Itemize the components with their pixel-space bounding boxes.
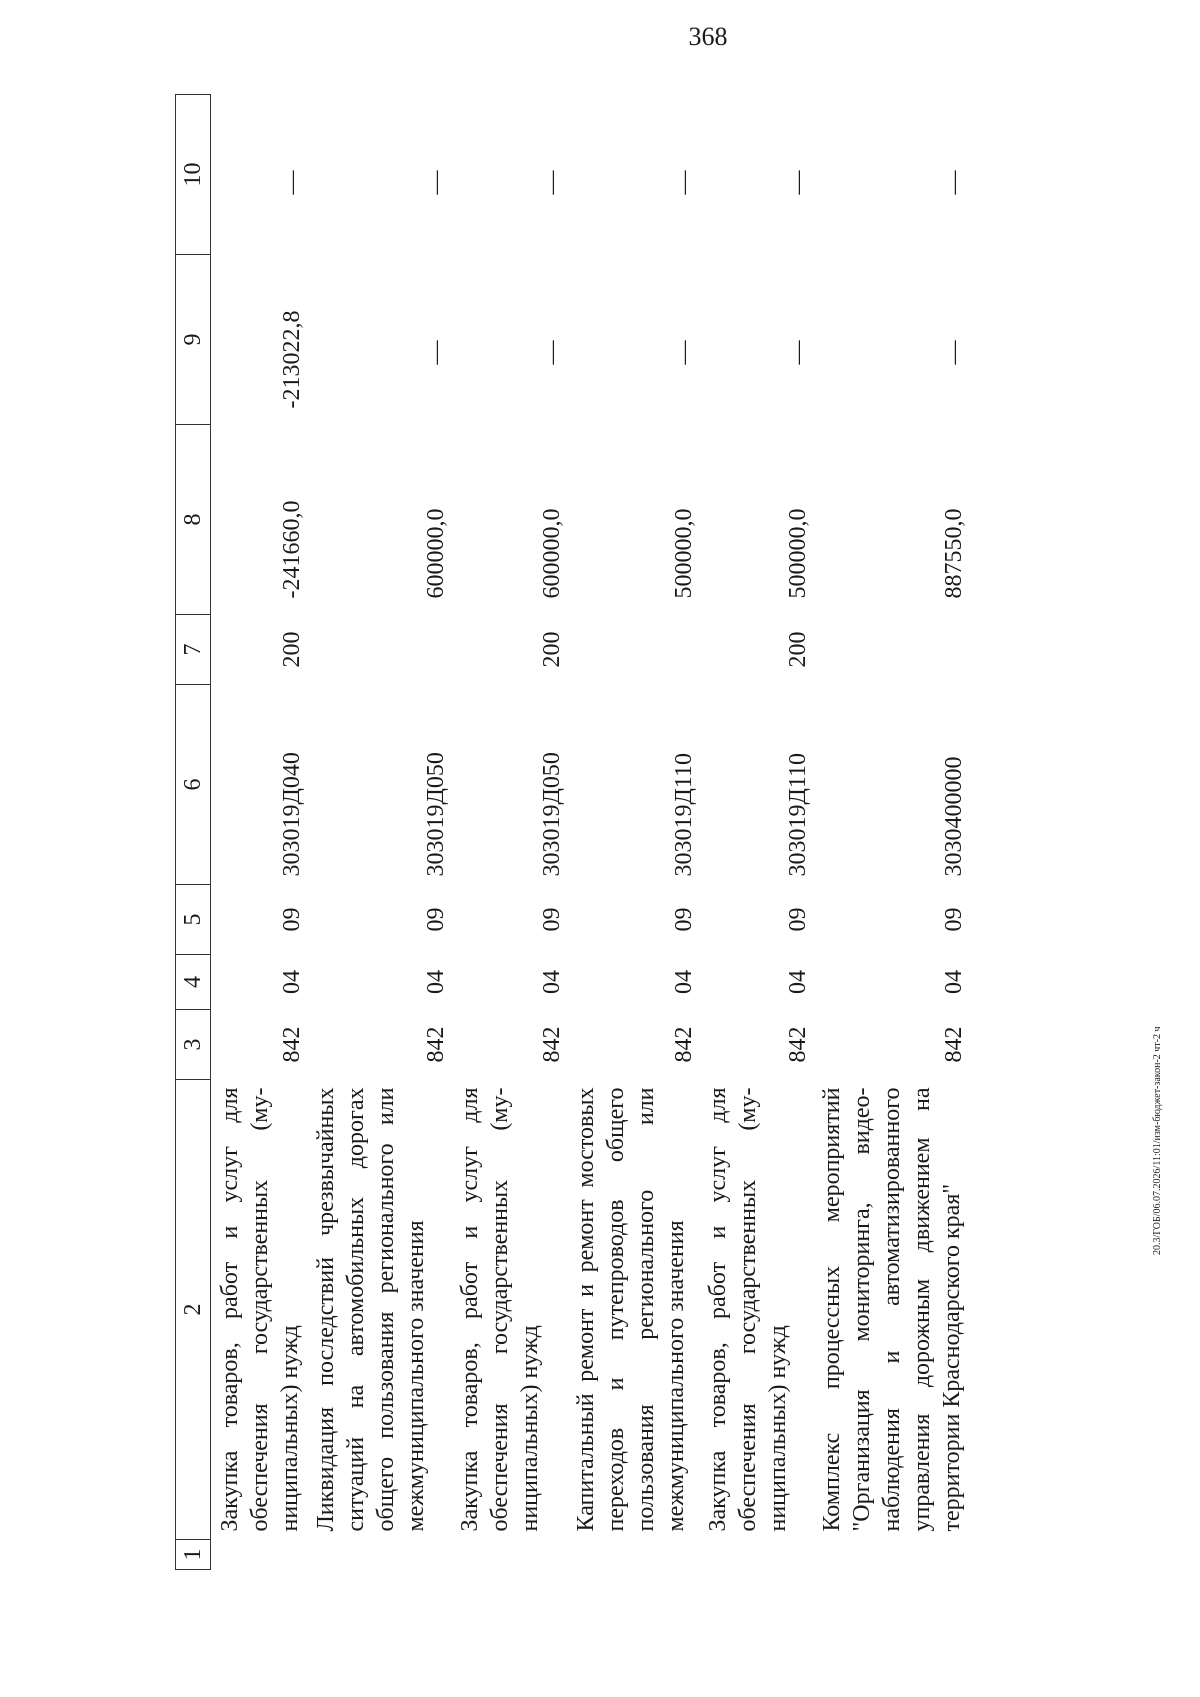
- cell-c10: —: [671, 170, 697, 195]
- cell-c8: 600000,0: [423, 508, 449, 599]
- rotated-table-wrapper: [175, 95, 1200, 1570]
- cell-c9: —: [785, 340, 811, 365]
- row-description: Закупка товаров, работ и услуг для обеспечения государственных (муниципальных) нужд: [457, 1087, 543, 1532]
- row-description: Капитальный ремонт и ремонт мостовых переходов и путепроводов общего пользования регионального или межмуниципального значения: [573, 1087, 689, 1532]
- cell-c8: 600000,0: [539, 508, 565, 599]
- cell-c3: 842: [941, 1026, 967, 1063]
- header-col-2: 2: [176, 1080, 211, 1540]
- header-col-5: 5: [176, 885, 211, 955]
- cell-c6: 303019Д040: [279, 752, 305, 877]
- budget-table: [175, 94, 969, 1570]
- cell-c8: 500000,0: [785, 508, 811, 599]
- header-col-3: 3: [176, 1010, 211, 1080]
- cell-c10: —: [785, 170, 811, 195]
- cell-c9: —: [671, 340, 697, 365]
- cell-c4: 04: [671, 970, 697, 994]
- header-col-9: 9: [176, 255, 211, 425]
- table-row: [813, 95, 969, 1570]
- cell-c5: 09: [785, 907, 811, 932]
- table-row: [699, 95, 813, 1570]
- cell-c4: 04: [539, 970, 565, 994]
- cell-c3: 842: [279, 1026, 305, 1063]
- cell-c6: 3030400000: [941, 756, 967, 877]
- cell-c8: -241660,0: [279, 500, 305, 599]
- header-col-8: 8: [176, 425, 211, 615]
- cell-c6: 303019Д050: [423, 752, 449, 877]
- page-number: 368: [688, 22, 728, 51]
- cell-c9: —: [941, 340, 967, 365]
- header-col-7: 7: [176, 615, 211, 685]
- header-col-1: 1: [176, 1540, 211, 1570]
- table-row: [307, 95, 451, 1570]
- table-row: [567, 95, 699, 1570]
- cell-c8: 887550,0: [941, 508, 967, 599]
- cell-c4: 04: [279, 970, 305, 994]
- cell-c3: 842: [423, 1026, 449, 1063]
- header-col-10: 10: [176, 95, 211, 255]
- header-row: [176, 95, 211, 1570]
- cell-c9: -213022,8: [279, 310, 305, 409]
- cell-c3: 842: [539, 1026, 565, 1063]
- cell-c10: —: [423, 170, 449, 195]
- cell-c7: [567, 615, 699, 685]
- cell-c10: —: [279, 170, 305, 195]
- cell-c4: 04: [423, 970, 449, 994]
- cell-c7: 200: [279, 631, 305, 668]
- cell-c5: 09: [539, 907, 565, 932]
- cell-c5: 09: [279, 907, 305, 932]
- cell-c4: 04: [785, 970, 811, 994]
- cell-c6: 303019Д110: [671, 753, 697, 877]
- cell-c4: 04: [941, 970, 967, 994]
- cell-c5: 09: [941, 907, 967, 932]
- cell-c6: 303019Д050: [539, 752, 565, 877]
- cell-c3: 842: [785, 1026, 811, 1063]
- cell-c10: —: [941, 170, 967, 195]
- row-description: Закупка товаров, работ и услуг для обеспечения государственных (муниципальных) нужд: [217, 1087, 303, 1532]
- row-description: Ликвидация последствий чрезвычайных ситуаций на автомобильных дорогах общего пользования регионального или межмуниципального значения: [313, 1087, 429, 1532]
- row-description: Комплекс процессных мероприятий "Организация мониторинга, видеонаблюдения и автоматизированного управления дорожным движением на территории Краснодарского края": [819, 1087, 965, 1532]
- cell-c3: 842: [671, 1026, 697, 1063]
- cell-c9: —: [539, 340, 565, 365]
- row-description: Закупка товаров, работ и услуг для обеспечения государственных (муниципальных) нужд: [705, 1087, 791, 1532]
- table-row: [451, 95, 567, 1570]
- document-footer-code: 20.3/ГОБ/06.07.2026/11:01/изм-бюджет-закон-2 чт-2 ч: [1152, 1026, 1163, 1255]
- cell-c6: 303019Д110: [785, 753, 811, 877]
- header-col-6: 6: [176, 685, 211, 885]
- cell-c7: 200: [539, 631, 565, 668]
- cell-c10: —: [539, 170, 565, 195]
- cell-c7: [813, 615, 969, 685]
- cell-c5: 09: [423, 907, 449, 932]
- cell-c7: 200: [785, 631, 811, 668]
- cell-c9: —: [423, 340, 449, 365]
- cell-c7: [307, 615, 451, 685]
- cell-c5: 09: [671, 907, 697, 932]
- table-row: [211, 95, 308, 1570]
- header-col-4: 4: [176, 955, 211, 1010]
- cell-c8: 500000,0: [671, 508, 697, 599]
